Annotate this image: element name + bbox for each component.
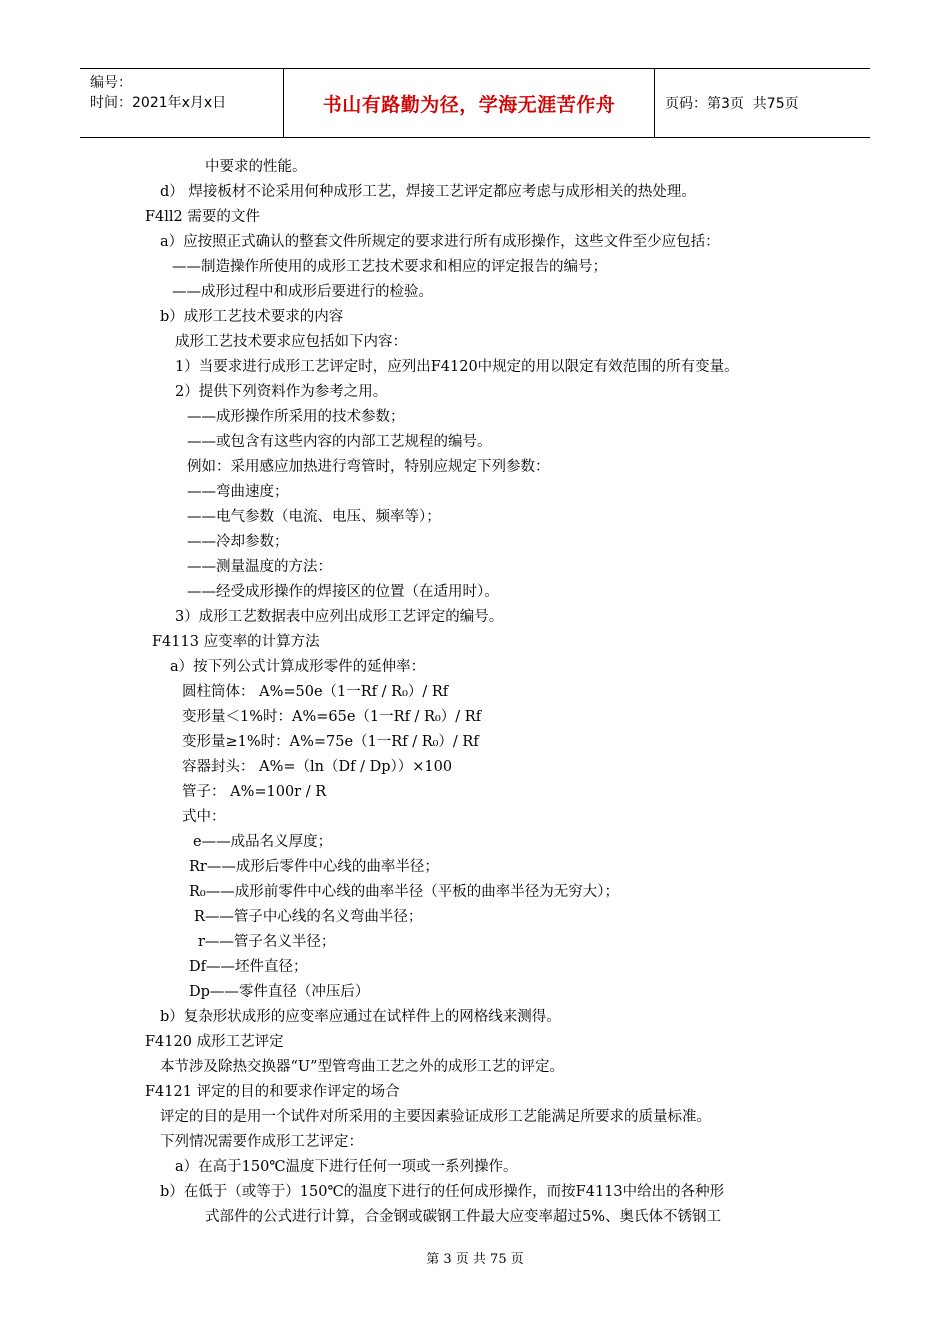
text-line: F4121 评定的目的和要求作评定的场合 [145, 1084, 400, 1100]
text-line: 式部件的公式进行计算，合金钢或碳钢工件最大应变率超过5%、奥氏体不锈钢工 [205, 1209, 722, 1225]
text-line: b）复杂形状成形的应变率应通过在试样件上的网格线来测得。 [160, 1009, 561, 1025]
text-line: d） 焊接板材不论采用何种成形工艺，焊接工艺评定都应考虑与成形相关的热处理。 [160, 184, 696, 200]
text-line: 圆柱筒体： A%=50e（1一Rf / R₀）/ Rf [182, 684, 449, 700]
text-line: F4113 应变率的计算方法 [152, 634, 320, 650]
page-footer: 第 3 页 共 75 页 [426, 1252, 524, 1267]
text-line: a）应按照正式确认的整套文件所规定的要求进行所有成形操作，这些文件至少应包括： [160, 234, 720, 250]
text-line: ——或包含有这些内容的内部工艺规程的编号。 [187, 434, 492, 450]
text-line: ——成形过程中和成形后要进行的检验。 [172, 284, 433, 300]
text-line: ——经受成形操作的焊接区的位置（在适用时）。 [187, 584, 499, 600]
document-date-label: 时间：2021年x月x日 [90, 95, 227, 111]
text-line: 式中： [182, 809, 226, 825]
text-line: a）在高于150℃温度下进行任何一项或一系列操作。 [175, 1159, 518, 1175]
text-line: r——管子名义半径； [198, 934, 336, 950]
header-motto: 书山有路勤为径，学海无涯苦作舟 [283, 69, 655, 137]
text-line: ——成形操作所采用的技术参数； [187, 409, 405, 425]
document-number-label: 编号： [90, 75, 132, 91]
text-line: Rr——成形后零件中心线的曲率半径； [189, 859, 439, 875]
text-line: 评定的目的是用一个试件对所采用的主要因素验证成形工艺能满足所要求的质量标准。 [160, 1109, 711, 1125]
text-line: F4ll2 需要的文件 [145, 209, 260, 225]
text-line: a）按下列公式计算成形零件的延伸率： [170, 659, 426, 675]
text-line: 变形量≥1%时：A%=75e（1一Rf / R₀）/ Rf [182, 734, 479, 750]
text-line: ——弯曲速度； [187, 484, 289, 500]
text-line: 1）当要求进行成形工艺评定时，应列出F4120中规定的用以限定有效范围的所有变量。 [175, 359, 739, 375]
text-line: 例如：采用感应加热进行弯管时，特别应规定下列参数： [187, 459, 550, 475]
text-line: 3）成形工艺数据表中应列出成形工艺评定的编号。 [175, 609, 504, 625]
text-line: F4120 成形工艺评定 [145, 1034, 284, 1050]
text-line: 成形工艺技术要求应包括如下内容： [175, 334, 407, 350]
text-line: 2）提供下列资料作为参考之用。 [175, 384, 388, 400]
text-line: ——制造操作所使用的成形工艺技术要求和相应的评定报告的编号； [172, 259, 607, 275]
page-header [80, 68, 870, 138]
text-line: ——电气参数（电流、电压、频率等）； [187, 509, 441, 525]
text-line: 本节涉及除热交换器“U”型管弯曲工艺之外的成形工艺的评定。 [160, 1059, 565, 1075]
text-line: b）成形工艺技术要求的内容 [160, 309, 344, 325]
text-line: 中要求的性能。 [205, 159, 307, 175]
text-line: Dp——零件直径（冲压后） [189, 984, 370, 1000]
text-line: 变形量＜1%时：A%=65e（1一Rf / R₀）/ Rf [182, 709, 482, 725]
text-line: 容器封头： A%=（ln（Df / Dp））×100 [182, 759, 453, 775]
text-line: ——测量温度的方法： [187, 559, 332, 575]
text-line: 管子： A%=100r / R [182, 784, 327, 800]
text-line: R——管子中心线的名义弯曲半径； [194, 909, 423, 925]
text-line: Df——坯件直径； [189, 959, 308, 975]
page-info-text: 页码：第3页 共75页 [665, 96, 799, 112]
text-line: R₀——成形前零件中心线的曲率半径（平板的曲率半径为无穷大）； [189, 884, 619, 900]
text-line: b）在低于（或等于）150℃的温度下进行的任何成形操作，而按F4113中给出的各种形 [160, 1184, 725, 1200]
header-page-info [655, 69, 870, 137]
text-line: ——冷却参数； [187, 534, 289, 550]
text-line: e——成品名义厚度； [193, 834, 333, 850]
text-line: 下列情况需要作成形工艺评定： [160, 1134, 363, 1150]
header-meta [80, 69, 283, 137]
